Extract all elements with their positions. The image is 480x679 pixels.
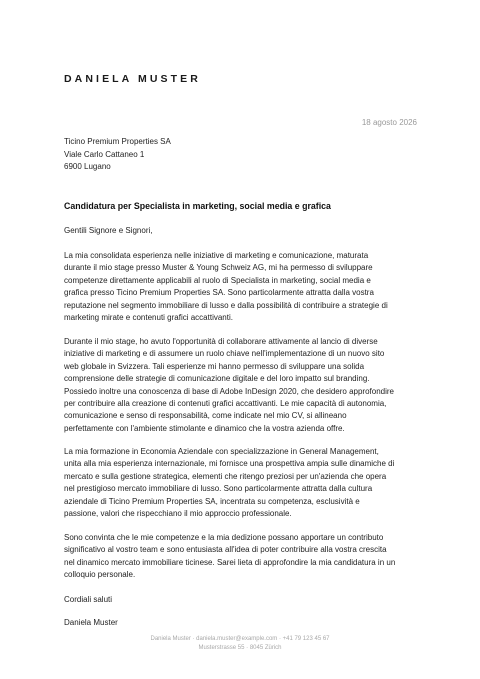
sender-name: DANIELA MUSTER (64, 73, 201, 85)
paragraph-line: passione, valori che rispecchiano il mio approccio professionale. (64, 509, 292, 519)
closing-phrase: Cordiali saluti (64, 595, 113, 604)
paragraph-line: grafica presso Ticino Premium Properties SA. Sono particolarmente attratta dalla vostra (64, 288, 374, 298)
letter-date: 18 agosto 2026 (361, 118, 417, 127)
paragraph-line: per contribuire alla creazione di contenuti grafici accattivanti. Le mie capacità di autonomia, (64, 399, 387, 409)
paragraph-line: nel dinamico mercato immobiliare ticinese. Sarei lieta di approfondire la mia candidatura in un (64, 557, 396, 567)
body-paragraph-1 (64, 250, 422, 324)
paragraph-line: comprensione delle strategie di comunicazione digitale e del loro impatto sul branding. (64, 374, 370, 384)
footer-address-line: Musterstrasse 55 · 8045 Zürich (198, 645, 282, 651)
paragraph-line: marketing mirate e contenuti grafici accattivanti. (64, 313, 233, 323)
body-paragraph-2 (64, 336, 422, 435)
recipient-company: Ticino Premium Properties SA (64, 137, 171, 146)
body-paragraph-3 (64, 446, 422, 520)
paragraph-line: iniziative di marketing e di assumere un ruolo chiave nell'implementazione di un nuovo sito (64, 349, 385, 359)
paragraph-line: durante il mio stage presso Muster & Young Schweiz AG, mi ha permesso di sviluppare (64, 263, 373, 273)
paragraph-line: significativo al vostro team e sono entusiasta all'idea di poter contribuire alla vostra crescita (64, 545, 387, 555)
recipient-city: 6900 Lugano (64, 162, 111, 171)
salutation: Gentili Signore e Signori, (64, 226, 153, 235)
paragraph-line: La mia formazione in Economia Aziendale con specializzazione in General Management, (64, 447, 379, 456)
paragraph-line: comunicazione e senso di responsabilità, come indicate nel mio CV, si allineano (64, 411, 347, 421)
paragraph-line: reputazione nel segmento immobiliare di lusso e dalla possibilità di contribuire a strategie di (64, 300, 388, 310)
letter-subject: Candidatura per Specialista in marketing, social media e grafica (64, 201, 331, 211)
paragraph-line: mercato e sulla gestione strategica, elementi che ritengo preziosi per un'azienda che opera (64, 471, 387, 481)
paragraph-line: web globale in Svizzera. Tali esperienze mi hanno permesso di sviluppare una solida (64, 361, 365, 371)
page-footer (0, 635, 480, 653)
body-paragraph-4 (64, 532, 422, 582)
signature-name: Daniela Muster (64, 618, 118, 627)
paragraph-line: nel prestigioso mercato immobiliare di lusso. Sono particolarmente attratta dalla cultura (64, 484, 373, 494)
paragraph-line: unita alla mia esperienza internazionale, mi fornisce una prospettiva ampia sulle dinamiche di (64, 459, 395, 469)
paragraph-line: La mia consolidata esperienza nelle iniziative di marketing e comunicazione, maturata (64, 251, 369, 260)
recipient-address (64, 136, 171, 174)
recipient-street: Viale Carlo Cattaneo 1 (64, 149, 145, 159)
paragraph-line: Sono convinta che le mie competenze e la mia dedizione possano apportare un contributo (64, 533, 384, 542)
paragraph-line: aziendale di Ticino Premium Properties SA, incentrata su competenza, esclusività e (64, 496, 360, 506)
paragraph-line: colloquio personale. (64, 570, 136, 580)
paragraph-line: perfettamente con l'ambiente stimolante e dinamico che la vostra azienda offre. (64, 423, 345, 433)
paragraph-line: competenze direttamente applicabili al ruolo di Specialista in marketing, social media e (64, 275, 371, 285)
footer-contact-line: Daniela Muster · daniela.muster@example.com · +41 79 123 45 67 (150, 636, 330, 642)
paragraph-line: Durante il mio stage, ho avuto l'opportunità di collaborare attivamente al lancio di diverse (64, 337, 378, 346)
paragraph-line: Possiedo inoltre una conoscenza di base di Adobe InDesign 2020, che desidero approfondire (64, 386, 395, 396)
